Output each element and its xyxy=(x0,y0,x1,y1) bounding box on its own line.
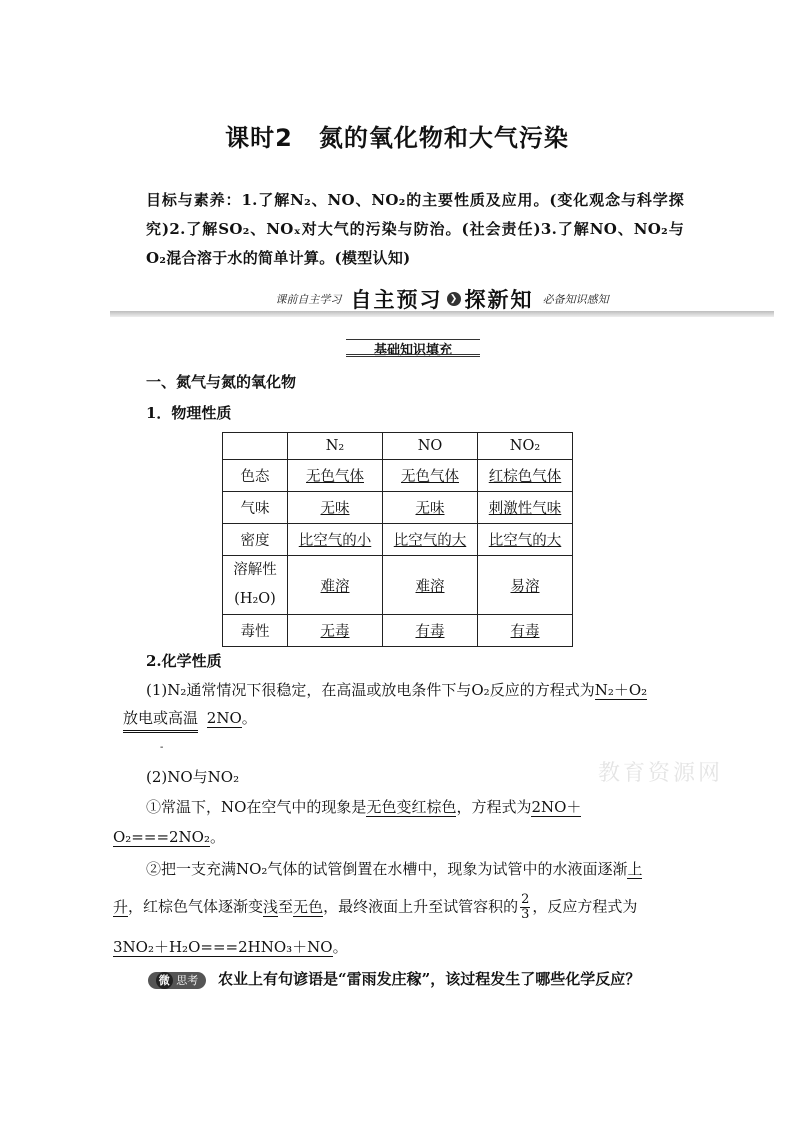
goal-item: 2.了解SO₂、NOₓ对大气的污染与防治。(社会责任) xyxy=(169,220,541,238)
table-row: 气味 无味 无味 刺激性气味 xyxy=(223,492,573,524)
subsection-heading-chemical: 2.化学性质 xyxy=(146,652,222,670)
table-row: 毒性 无毒 有毒 有毒 xyxy=(223,615,573,647)
think-question: 微 思考 农业上有句谚语是“雷雨发庄稼”，该过程发生了哪些化学反应？ xyxy=(148,968,640,990)
section-heading: 一、氮气与氮的氧化物 xyxy=(146,373,297,391)
col-header-no2: NO₂ xyxy=(478,433,573,460)
lesson-number: 课时2 xyxy=(225,124,293,152)
physical-properties-table xyxy=(222,432,573,647)
table-row: 色态 无色气体 无色气体 红棕色气体 xyxy=(223,460,573,492)
table-header-row xyxy=(223,433,573,460)
fraction-two-thirds: $\frac{2}{3}$ xyxy=(521,892,530,922)
table-row: 溶解性 (H₂O) 难溶 难溶 易溶 xyxy=(223,556,573,615)
subheading-no-no2: (2)NO与NO₂ xyxy=(146,768,240,786)
watermark: 教育资源网 xyxy=(598,761,724,786)
page-title xyxy=(0,118,794,153)
subsection-heading-physical: 1．物理性质 xyxy=(146,404,232,422)
paragraph-no-air: ①常温下，NO在空气中的现象是无色变红棕色，方程式为2NO＋ xyxy=(146,798,582,816)
paragraph-no2-water: ②把一支充满NO₂气体的试管倒置在水槽中，现象为试管中的水液面逐渐上 xyxy=(146,860,643,878)
lesson-topic: 氮的氧化物和大气污染 xyxy=(318,124,569,152)
chevron-right-icon: ❯ xyxy=(447,292,461,306)
learning-goals xyxy=(146,186,684,273)
banner-main-text-2: 探新知 xyxy=(464,288,534,312)
goals-label: 目标与素养： xyxy=(146,191,242,209)
goal-item: 1.了解N₂、NO、NO₂的主要性质及应用。(变化观念与科学探究) xyxy=(146,191,684,238)
banner-main-text: 自主预习 xyxy=(350,288,443,312)
col-header-n2: N₂ xyxy=(288,433,383,460)
basic-knowledge-label: 基础知识填充 xyxy=(346,339,480,357)
think-badge: 微 思考 xyxy=(148,972,206,989)
table-row: 密度 比空气的小 比空气的大 比空气的大 xyxy=(223,524,573,556)
paragraph-n2-reaction: (1)N₂通常情况下很稳定，在高温或放电条件下与O₂反应的方程式为N₂＋O₂ xyxy=(146,681,648,699)
banner-left-text: 课前自主学习 xyxy=(275,293,342,306)
col-header-no: NO xyxy=(383,433,478,460)
equation-condition: 放电或高温 2NO。 xyxy=(123,707,257,733)
banner-right-text: 必备知识感知 xyxy=(542,293,609,306)
section-banner xyxy=(110,284,774,326)
goal-item: 3.了解NO、NO₂与O₂混合溶于水的简单计算。(模型认知) xyxy=(146,220,684,267)
